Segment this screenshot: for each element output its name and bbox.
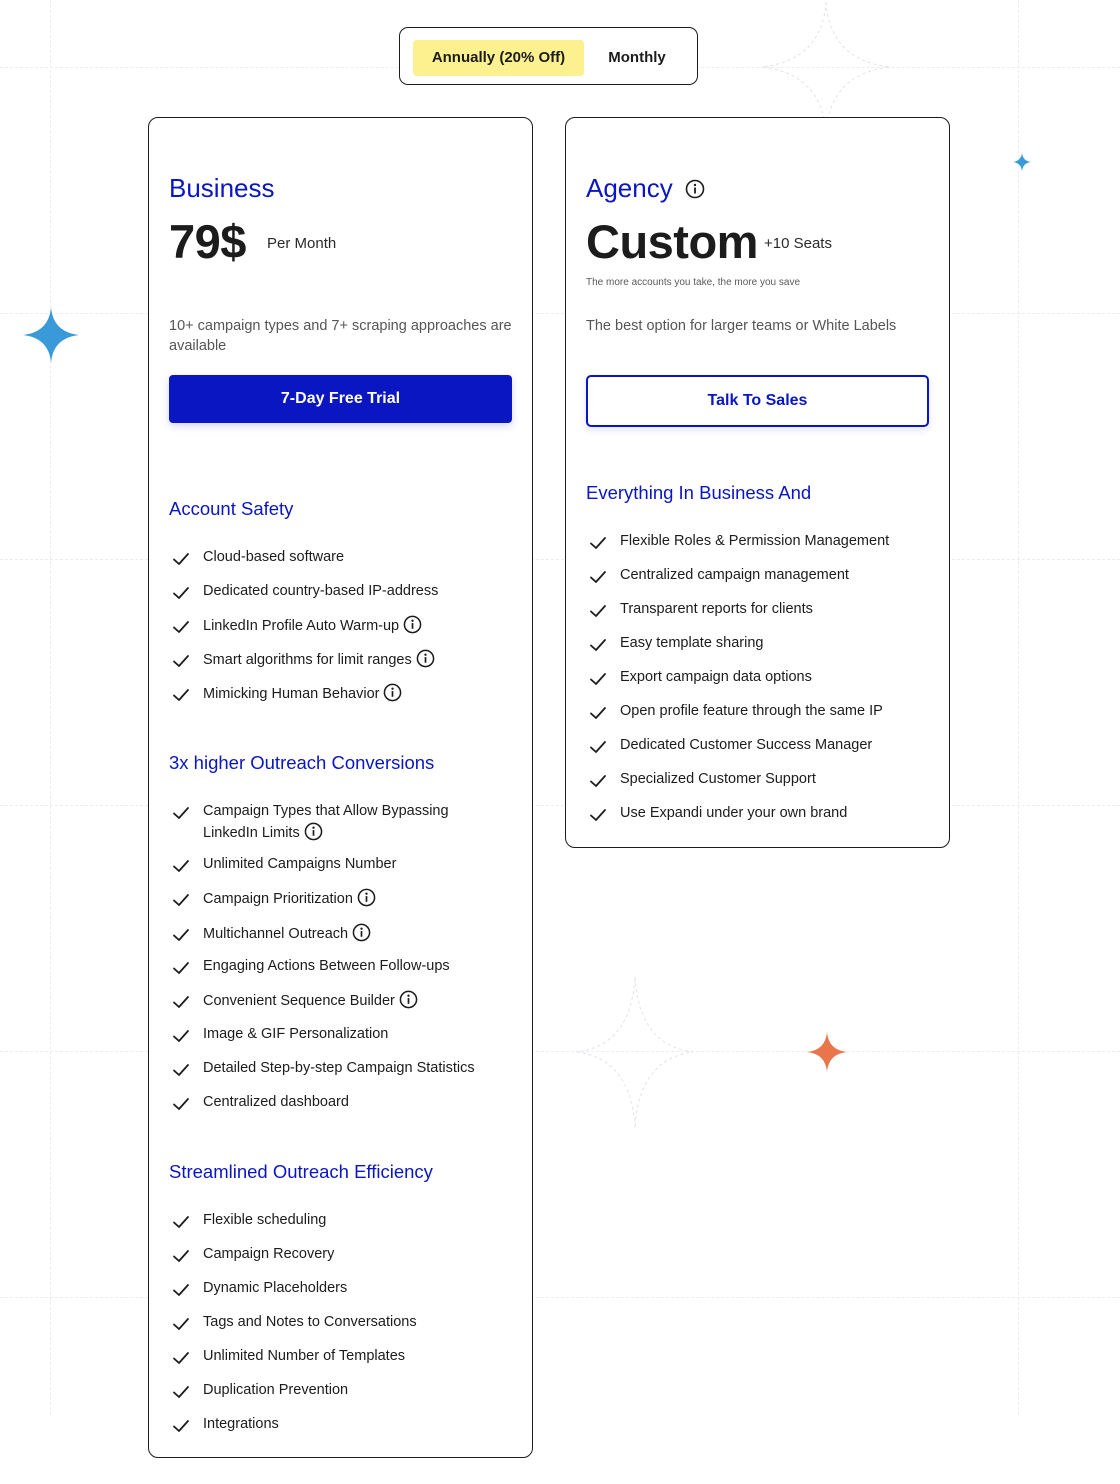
info-icon[interactable]	[403, 615, 422, 634]
info-icon[interactable]	[685, 179, 705, 199]
check-icon	[172, 1027, 190, 1045]
feature-label: Dedicated country-based IP-address	[203, 583, 439, 599]
info-icon[interactable]	[416, 649, 435, 668]
feature-label: Centralized campaign management	[620, 567, 849, 583]
savings-note: The more accounts you take, the more you save	[586, 277, 800, 288]
feature-label: Specialized Customer Support	[620, 771, 816, 787]
check-icon	[589, 806, 607, 824]
feature-label: Dynamic Placeholders	[203, 1280, 348, 1296]
check-icon	[172, 1095, 190, 1113]
feature-label: Export campaign data options	[620, 669, 812, 685]
plan-price: 79$	[169, 215, 246, 268]
check-icon	[589, 772, 607, 790]
check-icon	[172, 550, 190, 568]
annual-billing-option[interactable]: Annually (20% Off)	[413, 40, 584, 76]
check-icon	[172, 1417, 190, 1435]
check-icon	[172, 857, 190, 875]
check-icon	[172, 1315, 190, 1333]
info-icon[interactable]	[352, 923, 371, 942]
check-icon	[589, 704, 607, 722]
feature-label: Mimicking Human Behavior	[203, 686, 380, 702]
feature-label: Detailed Step-by-step Campaign Statistics	[203, 1060, 475, 1076]
plan-description: 10+ campaign types and 7+ scraping approaches are available	[169, 318, 512, 354]
check-icon	[172, 686, 190, 704]
check-icon	[172, 1281, 190, 1299]
section-title: Account Safety	[169, 498, 294, 519]
plan-price: Custom	[586, 215, 758, 268]
feature-label: Image & GIF Personalization	[203, 1026, 389, 1042]
check-icon	[589, 534, 607, 552]
check-icon	[172, 1247, 190, 1265]
check-icon	[172, 993, 190, 1011]
feature-label: Smart algorithms for limit ranges	[203, 652, 412, 668]
feature-label: Campaign Types that Allow Bypassing LinkedIn Limits	[203, 803, 449, 841]
check-icon	[172, 584, 190, 602]
agency-plan-card	[565, 117, 950, 848]
check-icon	[172, 959, 190, 977]
section-title: Everything In Business And	[586, 482, 812, 503]
section-title: 3x higher Outreach Conversions	[169, 752, 435, 773]
billing-period-toggle	[399, 27, 698, 85]
feature-label: Convenient Sequence Builder	[203, 993, 395, 1009]
feature-label: Dedicated Customer Success Manager	[620, 737, 873, 753]
check-icon	[589, 738, 607, 756]
feature-label: Duplication Prevention	[203, 1382, 349, 1398]
feature-label: Open profile feature through the same IP	[620, 703, 883, 719]
check-icon	[172, 618, 190, 636]
plan-title: Business	[169, 173, 275, 203]
sparkle-blue-icon	[22, 306, 80, 364]
plan-title: Agency	[586, 173, 673, 203]
free-trial-button[interactable]: 7-Day Free Trial	[169, 375, 512, 423]
price-period: Per Month	[267, 235, 337, 252]
sparkle-outline-icon	[760, 0, 892, 135]
check-icon	[172, 1349, 190, 1367]
check-icon	[172, 1213, 190, 1231]
plan-description: The best option for larger teams or White Labels	[586, 318, 897, 334]
feature-label: Use Expandi under your own brand	[620, 805, 848, 821]
feature-label: Cloud-based software	[203, 549, 345, 565]
check-icon	[172, 1061, 190, 1079]
feature-label: Easy template sharing	[620, 635, 764, 651]
feature-label: Unlimited Campaigns Number	[203, 856, 397, 872]
sparkle-blue-small-icon	[1012, 152, 1032, 172]
feature-label: Multichannel Outreach	[203, 926, 349, 942]
feature-label: Centralized dashboard	[203, 1094, 349, 1110]
sparkle-outline-icon	[575, 975, 695, 1130]
feature-label: Campaign Prioritization	[203, 891, 353, 907]
seats-note: +10 Seats	[764, 235, 832, 252]
business-plan-card	[148, 117, 533, 1458]
check-icon	[589, 636, 607, 654]
feature-label: Unlimited Number of Templates	[203, 1348, 406, 1364]
check-icon	[172, 1383, 190, 1401]
check-icon	[172, 652, 190, 670]
feature-label: Engaging Actions Between Follow-ups	[203, 958, 450, 974]
sparkle-orange-icon	[806, 1031, 848, 1073]
info-icon[interactable]	[304, 822, 323, 841]
check-icon	[589, 670, 607, 688]
check-icon	[589, 568, 607, 586]
check-icon	[172, 926, 190, 944]
check-icon	[589, 602, 607, 620]
feature-label: Tags and Notes to Conversations	[203, 1314, 417, 1330]
talk-to-sales-button[interactable]: Talk To Sales	[586, 375, 929, 427]
feature-label: Flexible Roles & Permission Management	[620, 533, 890, 549]
info-icon[interactable]	[357, 888, 376, 907]
feature-label: Flexible scheduling	[203, 1212, 327, 1228]
info-icon[interactable]	[383, 683, 402, 702]
check-icon	[172, 891, 190, 909]
feature-label: Integrations	[203, 1416, 279, 1432]
info-icon[interactable]	[399, 990, 418, 1009]
feature-label: Transparent reports for clients	[620, 601, 813, 617]
check-icon	[172, 804, 190, 822]
monthly-billing-option[interactable]: Monthly	[608, 49, 666, 66]
section-title: Streamlined Outreach Efficiency	[169, 1161, 433, 1182]
feature-label: Campaign Recovery	[203, 1246, 335, 1262]
feature-label: LinkedIn Profile Auto Warm-up	[203, 618, 400, 634]
